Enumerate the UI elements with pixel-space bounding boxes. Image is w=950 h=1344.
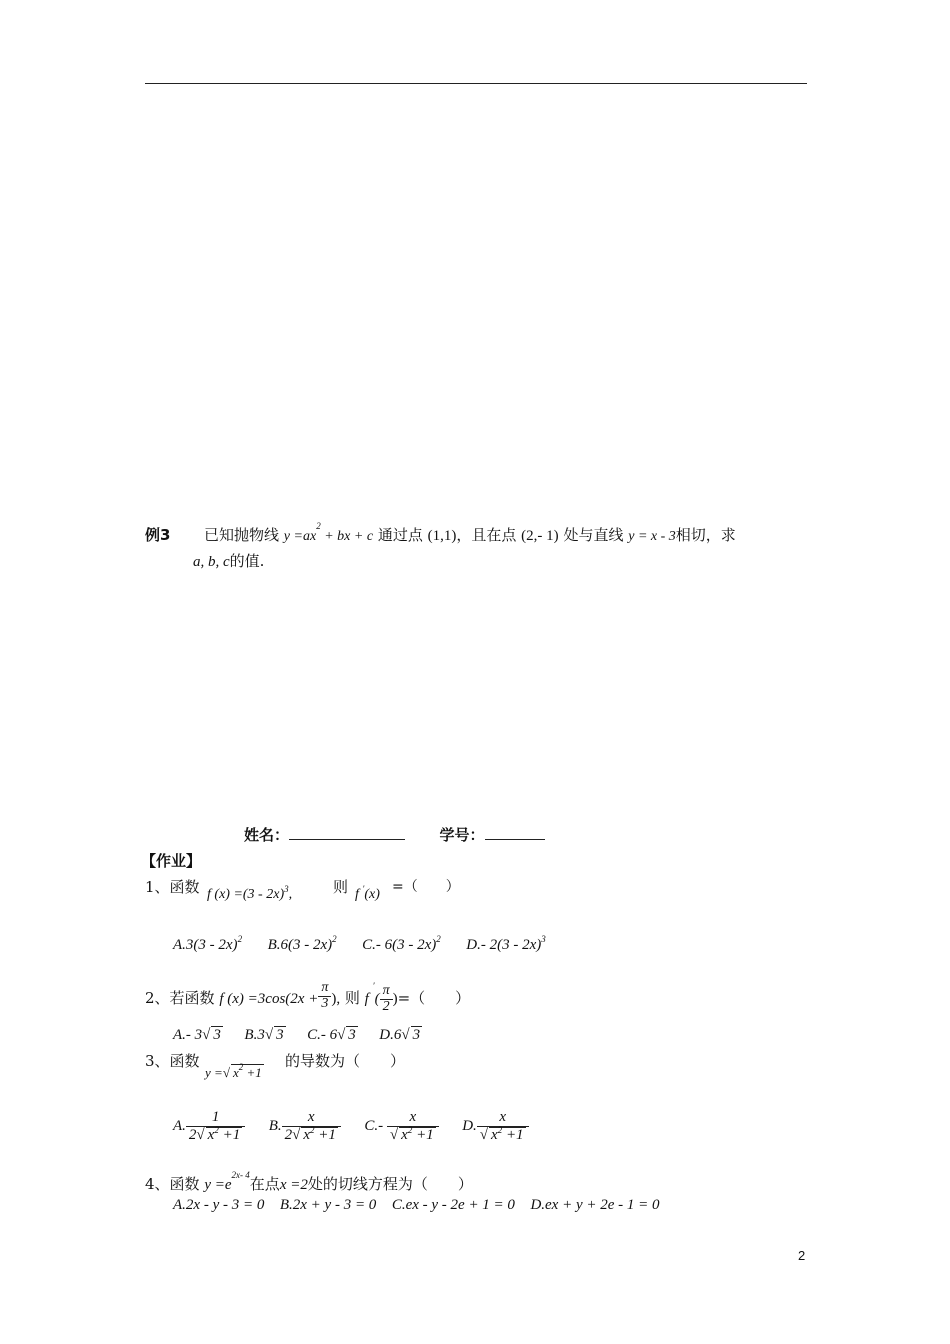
example3-label: 例3	[145, 526, 171, 544]
q3-stem	[145, 1050, 200, 1071]
q1-then: 则	[333, 878, 349, 896]
q4-options	[173, 1197, 660, 1214]
header-rule	[145, 83, 807, 84]
q3-options	[173, 1110, 529, 1144]
q2-then: 则	[344, 989, 360, 1008]
q2-number: 2、若函数	[145, 989, 215, 1008]
example3-text2: 通过点	[377, 526, 423, 544]
point-1: (1,1)	[427, 528, 457, 544]
name-label: 姓名：	[244, 826, 290, 844]
q1-option-a[interactable]: A.3(3 - 2x)$^2$	[173, 934, 243, 953]
q2-derivative: f ′(	[364, 981, 380, 1008]
q3-option-a[interactable]: A. $\frac{1}{2√ x^2 +1}$	[173, 1118, 245, 1134]
q1-paren: =（ ）	[392, 879, 460, 895]
example3-text3: ，且在点	[456, 526, 517, 544]
example3-text4: 处与直线	[563, 526, 624, 544]
q4-option-c[interactable]: C.ex - y - 2e + 1 = 0	[391, 1197, 515, 1213]
q4-option-b[interactable]: B.2x + y - 3 = 0	[279, 1197, 377, 1213]
example3-line1	[145, 521, 736, 545]
q4-option-a[interactable]: A.2x - y - 3 = 0	[173, 1197, 265, 1213]
q1-option-b[interactable]: B.6(3 - 2x)$^2$	[267, 934, 337, 953]
line-formula: y = x - 3	[628, 529, 676, 544]
page-number: 2	[798, 1248, 806, 1263]
q2-fraction-pi-2: $\frac{\pi}{2}$	[380, 984, 393, 1014]
q1-number: 1、函数	[145, 878, 200, 896]
q4-function: $y =e^{2x- 4}$	[204, 1170, 250, 1193]
q3-formula: y =√ $x^2 +1$	[205, 1062, 262, 1080]
example3-text6: 的值.	[229, 552, 265, 570]
q2-stem: 2、若函数 f (x) =3cos(2x + $\frac{\pi}{3}$ ), 则 f ′( $\frac{\pi}{2}$ )=（ ）	[145, 980, 471, 1014]
q3-option-d[interactable]: D. $\frac{x}{√ x^2 +1}$	[462, 1118, 528, 1134]
name-field[interactable]	[289, 825, 405, 840]
q1-derivative: f ′(x)	[355, 884, 380, 902]
q1-option-d[interactable]: D.- 2(3 - 2x)$^3$	[466, 934, 546, 953]
q4-stem	[145, 1170, 473, 1194]
q2-option-b[interactable]: B.3√ 3	[244, 1027, 284, 1043]
example3-line2	[193, 550, 264, 571]
q1-options	[173, 934, 546, 954]
id-label: 学号：	[439, 826, 485, 844]
q2-option-d[interactable]: D.6√ 3	[379, 1027, 421, 1043]
q2-option-c[interactable]: C.- 6√ 3	[307, 1027, 356, 1043]
example3-text5: 相切，求	[675, 526, 736, 544]
q2-paren: =（ ）	[397, 989, 471, 1008]
q4-suffix: 处的切线方程为（ ）	[307, 1175, 473, 1193]
q2-options	[173, 1026, 422, 1044]
q2-formula: f (x) =3cos(2x +	[219, 991, 319, 1008]
q3-option-c[interactable]: C.- $\frac{x}{√ x^2 +1}$	[364, 1118, 438, 1134]
q1-option-c[interactable]: C.- 6(3 - 2x)$^2$	[362, 934, 441, 953]
example3-text1: 已知抛物线	[204, 526, 280, 544]
q1-stem	[145, 876, 200, 897]
parabola-formula: $y =ax^2$ + bx + c	[283, 521, 374, 544]
homework-title: 【作业】	[141, 852, 202, 870]
q3-suffix: 的导数为（ ）	[285, 1052, 406, 1070]
id-field[interactable]	[485, 825, 545, 840]
example3-vars: a, b, c	[193, 554, 230, 570]
q4-number: 4、函数	[145, 1175, 200, 1193]
q1-formula: f (x) =(3 - 2x)$^3$,	[207, 884, 293, 902]
q2-option-a[interactable]: A.- 3√ 3	[173, 1027, 221, 1043]
q4-option-d[interactable]: D.ex + y + 2e - 1 = 0	[530, 1197, 660, 1213]
q3-number: 3、函数	[145, 1052, 200, 1070]
student-info-row	[244, 824, 545, 845]
q2-fraction-pi-3: $\frac{\pi}{3}$	[318, 981, 331, 1011]
q3-option-b[interactable]: B. $\frac{x}{2√ x^2 +1}$	[269, 1118, 341, 1134]
q4-middle: 在点	[249, 1175, 280, 1193]
point-2: (2,- 1)	[521, 528, 559, 544]
q4-point: x =2	[279, 1177, 308, 1193]
